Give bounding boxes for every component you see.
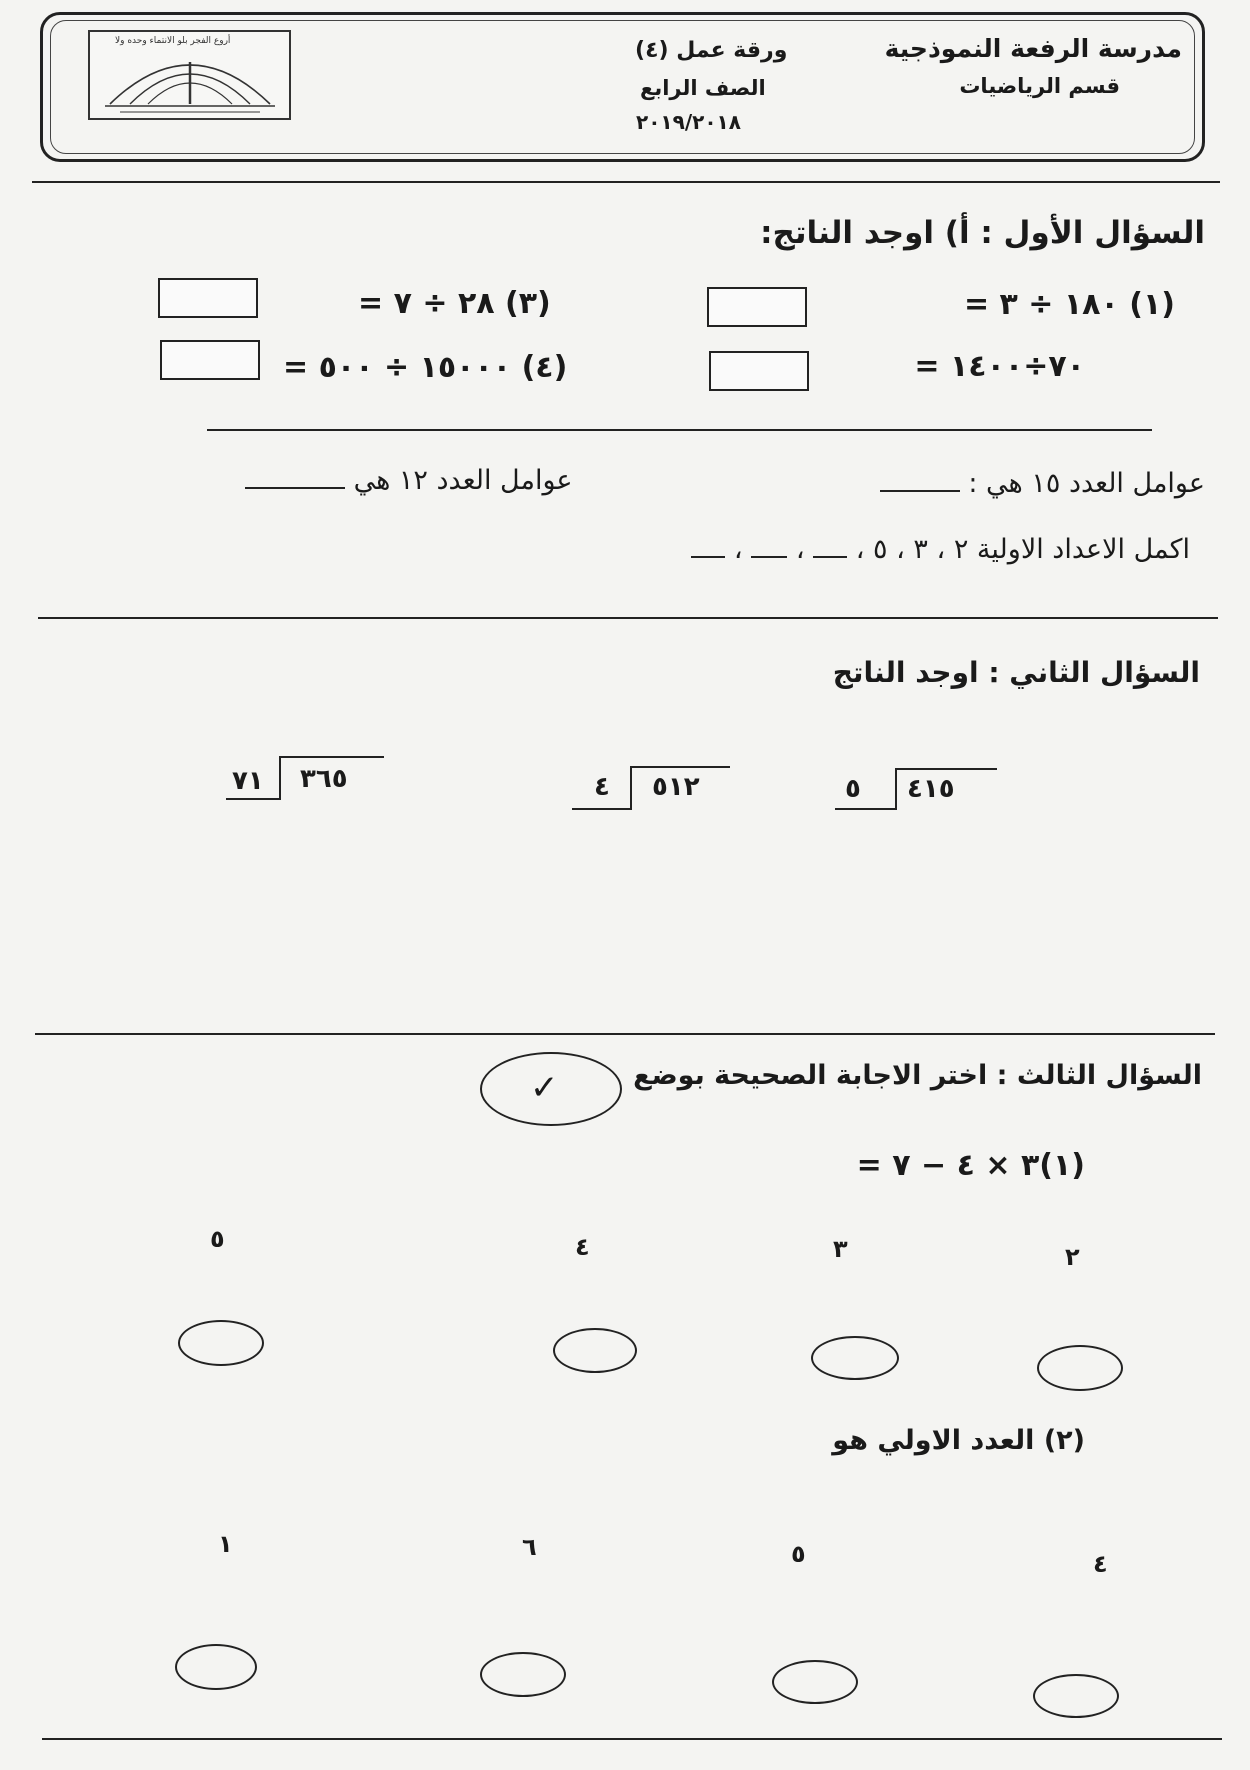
q3-2-option-label: ١ <box>218 1530 233 1558</box>
divider-header <box>32 181 1220 183</box>
division-bar <box>281 756 384 758</box>
primes-sep-2: ، <box>733 534 743 565</box>
q1-item-1: (١) ١٨٠ ÷ ٣ = <box>963 287 1175 322</box>
q3-1-option-label: ٣ <box>833 1235 848 1263</box>
worksheet-title: ورقة عمل (٤) <box>635 38 788 63</box>
q3-2-option-label: ٤ <box>1093 1550 1108 1578</box>
q3-question-2: (٢) العدد الاولي هو <box>832 1425 1085 1456</box>
q1-title: السؤال الأول : أ) اوجد الناتج: <box>760 215 1205 251</box>
division-bar <box>897 768 997 770</box>
checkmark-oval <box>480 1052 622 1126</box>
factors-12-blank[interactable] <box>245 487 345 489</box>
q1-answer-box-3[interactable] <box>158 278 258 318</box>
primes-sep-1: ، <box>795 534 805 565</box>
primes-blank-2[interactable] <box>751 556 787 558</box>
q1-item-3: (٣) ٢٨ ÷ ٧ = <box>358 286 551 321</box>
q3-1-option-bubble[interactable] <box>553 1328 637 1373</box>
primes-blank-3[interactable] <box>691 556 725 558</box>
dividend-3: ٣٦٥ <box>300 764 348 794</box>
factors-15-label: عوامل العدد ١٥ هي : <box>968 468 1205 499</box>
factors-15-blank[interactable] <box>880 490 960 492</box>
primes-sequence <box>691 534 1190 565</box>
q2-title: السؤال الثاني : اوجد الناتج <box>832 656 1200 689</box>
division-underline <box>835 808 897 810</box>
grade: الصف الرابع <box>640 76 766 100</box>
divider-q1a <box>207 429 1152 431</box>
school-logo <box>88 30 291 120</box>
q3-2-option-bubble[interactable] <box>175 1644 257 1690</box>
school-year: ٢٠١٩/٢٠١٨ <box>636 110 741 134</box>
factors-15 <box>880 468 1205 499</box>
primes-label: اكمل الاعداد الاولية ٢ ، ٣ ، ٥ ، <box>855 534 1190 565</box>
q3-1-option-bubble[interactable] <box>178 1320 264 1366</box>
dividend-2: ٥١٢ <box>652 772 700 802</box>
q1-answer-box-1[interactable] <box>707 287 807 327</box>
primes-blank-1[interactable] <box>813 556 847 558</box>
q3-1-option-label: ٤ <box>575 1233 590 1261</box>
q3-1-option-label: ٢ <box>1065 1243 1080 1271</box>
division-underline <box>572 808 632 810</box>
q1-item-2: ٧٠÷١٤٠٠ = <box>914 349 1085 384</box>
divisor-2: ٤ <box>594 772 610 802</box>
divider-bottom <box>42 1738 1222 1740</box>
q3-2-option-label: ٥ <box>791 1540 806 1568</box>
q3-1-option-label: ٥ <box>210 1225 225 1253</box>
q1-answer-box-4[interactable] <box>160 340 260 380</box>
q3-title: السؤال الثالث : اختر الاجابة الصحيحة بوضع <box>633 1060 1202 1091</box>
divisor-3: ٧١ <box>232 766 264 796</box>
division-bracket <box>279 756 281 798</box>
division-underline <box>226 798 281 800</box>
q3-2-option-bubble[interactable] <box>480 1652 566 1697</box>
q1-answer-box-2[interactable] <box>709 351 809 391</box>
divisor-1: ٥ <box>845 774 861 804</box>
department: قسم الرياضيات <box>959 74 1120 98</box>
logo-text: أروع الفجر بلو الانتماء وحده ولا <box>115 36 231 46</box>
q3-2-option-bubble[interactable] <box>772 1660 858 1704</box>
q3-question-1: (١)٣ × ٤ − ٧ = <box>856 1148 1085 1183</box>
division-bracket <box>895 768 897 808</box>
factors-12 <box>245 465 573 496</box>
factors-12-label: عوامل العدد ١٢ هي <box>353 465 573 496</box>
divider-q2 <box>35 1033 1215 1035</box>
division-bracket <box>630 766 632 808</box>
q3-1-option-bubble[interactable] <box>1037 1345 1123 1391</box>
q1-item-4: (٤) ١٥٠٠٠ ÷ ٥٠٠ = <box>283 350 568 385</box>
divider-q1 <box>38 617 1218 619</box>
q3-2-option-label: ٦ <box>522 1533 537 1561</box>
q3-1-option-bubble[interactable] <box>811 1336 899 1380</box>
division-bar <box>632 766 730 768</box>
q3-2-option-bubble[interactable] <box>1033 1674 1119 1718</box>
checkmark-icon: ✓ <box>530 1068 559 1108</box>
dividend-1: ٤١٥ <box>907 774 955 804</box>
school-name: مدرسة الرفعة النموذجية <box>884 34 1182 63</box>
